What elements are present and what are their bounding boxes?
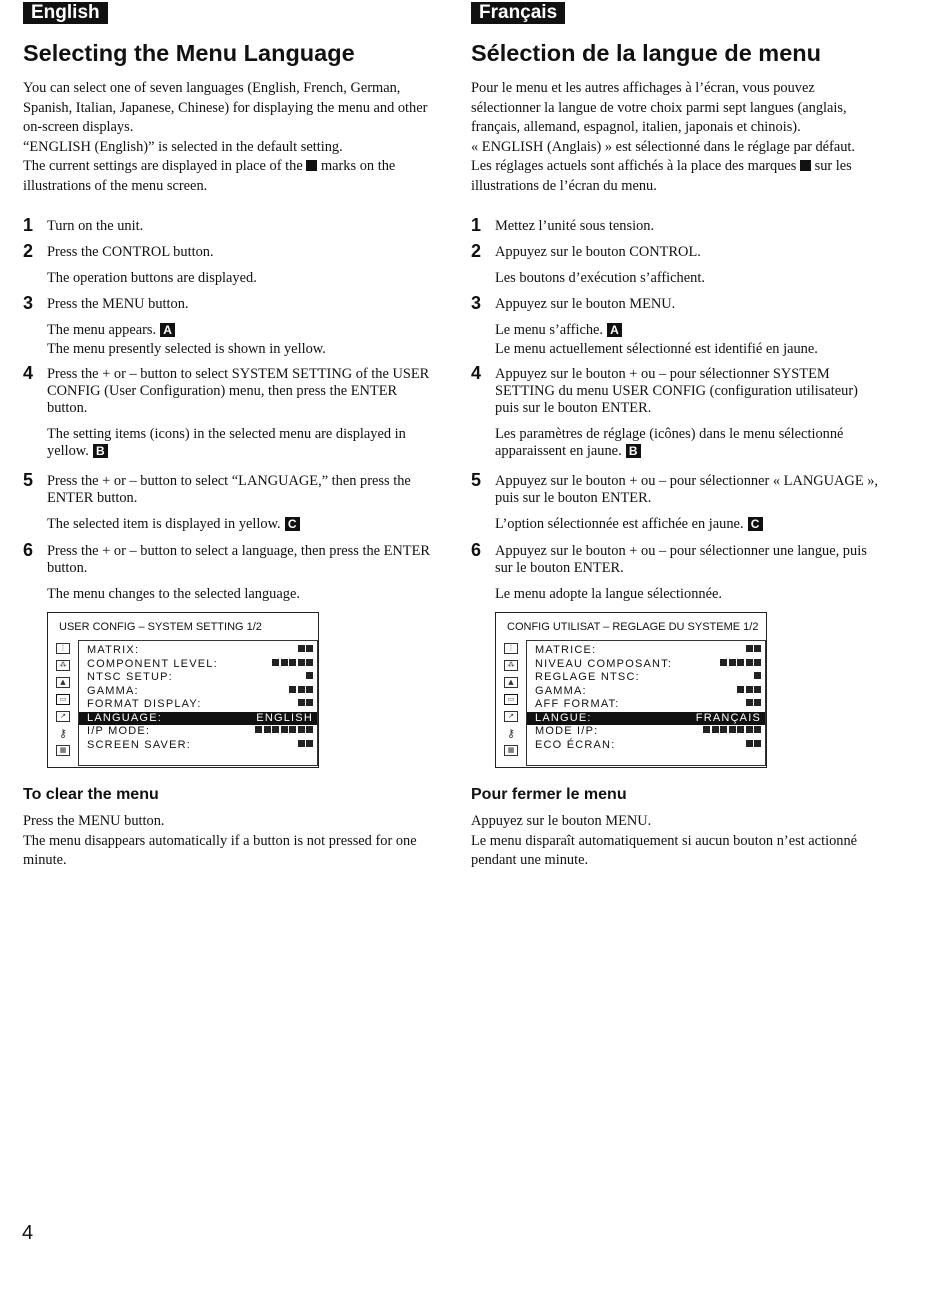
intro-paragraph: « ENGLISH (Anglais) » est sélectionné dans le réglage par défaut. xyxy=(471,138,856,155)
setting-block-icon xyxy=(281,726,288,733)
step-3 xyxy=(471,293,881,358)
menu-row-value xyxy=(744,644,761,658)
language-tag: English xyxy=(23,2,108,24)
step-result: Les boutons d’exécution s’affichent. xyxy=(495,270,705,286)
setting-block-icon xyxy=(306,645,313,652)
menu-screen-illustration xyxy=(495,612,767,768)
menu-row xyxy=(527,671,765,685)
key-icon: ⚷ xyxy=(58,727,68,740)
menu-row-value xyxy=(296,644,313,658)
menu-row-label: REGLAGE NTSC: xyxy=(535,671,640,683)
figure-label-b: B xyxy=(626,444,641,458)
setting-block-icon xyxy=(298,699,305,706)
setting-block-icon xyxy=(281,659,288,666)
step-instruction: Press the + or – button to select SYSTEM SETTING of the USER CONFIG (User Configuration) menu, then press the ENTER button. xyxy=(47,366,430,416)
intro-paragraph: Les réglages actuels sont affichés à la place des marques sur les illustrations de l’écran du menu. xyxy=(471,158,852,194)
menu-row-value: FRANÇAIS xyxy=(695,711,761,724)
setting-block-icon xyxy=(754,672,761,679)
step-instruction: Appuyez sur le bouton + ou – pour sélectionner « LANGUAGE », puis sur le bouton ENTER. xyxy=(495,473,878,506)
menu-row xyxy=(527,739,765,753)
menu-row-value xyxy=(288,685,314,699)
step-instruction: Appuyez sur le bouton + ou – pour sélectionner une langue, puis sur le bouton ENTER. xyxy=(495,543,867,576)
key-icon: ⚷ xyxy=(506,727,516,740)
toolbox-icon: ▭ xyxy=(56,694,70,705)
setting-block-icon xyxy=(746,645,753,652)
setting-block-icon xyxy=(298,740,305,747)
intro-text xyxy=(471,79,881,196)
setting-block-icon xyxy=(255,726,262,733)
section-heading: Selecting the Menu Language xyxy=(23,40,355,66)
menu-row xyxy=(527,712,765,726)
grid-icon: ▦ xyxy=(504,745,518,756)
menu-row-value xyxy=(753,671,762,685)
menu-row-value xyxy=(254,725,314,739)
setting-block-icon xyxy=(746,726,753,733)
figure-label-c: C xyxy=(285,517,300,531)
setting-block-icon xyxy=(746,699,753,706)
step-number: 2 xyxy=(471,241,482,261)
setting-block-icon xyxy=(754,726,761,733)
menu-items-panel xyxy=(526,640,766,766)
figure-label-b: B xyxy=(93,444,108,458)
step-result: The setting items (icons) in the selected menu are displayed in yellow. B xyxy=(47,426,406,459)
step-number: 3 xyxy=(471,293,482,313)
page-number: 4 xyxy=(22,1222,34,1244)
intro-paragraph: Pour le menu et les autres affichages à l’écran, vous pouvez sélectionner la langue de votre choix parmi sept langues (anglais, français, allemand, espagnol, italien, japonais et chinois). xyxy=(471,80,847,135)
setting-block-icon xyxy=(720,659,727,666)
menu-row-label: MATRIX: xyxy=(87,644,140,656)
step-result: L’option sélectionnée est affichée en jaune. C xyxy=(495,516,881,533)
square-mark-icon xyxy=(800,160,811,171)
setting-block-icon xyxy=(264,726,271,733)
menu-row xyxy=(79,671,317,685)
picture-adjust-icon: ⋮ xyxy=(504,643,518,654)
menu-row-value xyxy=(719,658,762,672)
setting-block-icon xyxy=(754,686,761,693)
menu-screen-title: USER CONFIG – SYSTEM SETTING 1/2 xyxy=(59,621,262,633)
user-icon: ▲ xyxy=(504,677,518,688)
setting-block-icon xyxy=(754,659,761,666)
step-number: 6 xyxy=(471,540,482,560)
menu-row-label: SCREEN SAVER: xyxy=(87,738,192,751)
setting-block-icon xyxy=(298,645,305,652)
step-number: 3 xyxy=(23,293,34,313)
menu-row-label: NTSC SETUP: xyxy=(87,671,173,683)
menu-row-value xyxy=(744,739,761,753)
step-number: 4 xyxy=(23,363,34,383)
menu-row-value xyxy=(296,739,313,753)
menu-row-value xyxy=(305,671,314,685)
figure-label-a: A xyxy=(160,323,175,337)
step-number: 5 xyxy=(471,470,482,490)
menu-row xyxy=(527,658,765,672)
step-instruction: Press the CONTROL button. xyxy=(47,244,214,260)
step-result: The menu appears. A xyxy=(47,322,433,339)
grid-icon: ▦ xyxy=(56,745,70,756)
setting-block-icon xyxy=(720,726,727,733)
menu-items-panel xyxy=(78,640,318,766)
setting-block-icon xyxy=(272,726,279,733)
step-result: The operation buttons are displayed. xyxy=(47,270,257,286)
menu-row xyxy=(527,685,765,699)
menu-row-value xyxy=(296,698,313,712)
setting-block-icon xyxy=(712,726,719,733)
picture-adjust-icon: ⋮ xyxy=(56,643,70,654)
user-icon: ▲ xyxy=(56,677,70,688)
step-result: Le menu s’affiche. A xyxy=(495,322,881,339)
setting-block-icon xyxy=(729,726,736,733)
chart-arrow-icon: ↗ xyxy=(504,711,518,722)
setting-block-icon xyxy=(272,659,279,666)
color-temp-icon: ⁂ xyxy=(56,660,70,671)
figure-label-a: A xyxy=(607,323,622,337)
setting-block-icon xyxy=(306,740,313,747)
figure-label-c: C xyxy=(748,517,763,531)
step-number: 1 xyxy=(23,215,34,235)
menu-row-label: I/P MODE: xyxy=(87,725,151,737)
menu-row-value: ENGLISH xyxy=(256,711,313,724)
menu-row-label: NIVEAU COMPOSANT: xyxy=(535,657,673,670)
menu-row-value xyxy=(271,658,314,672)
setting-block-icon xyxy=(737,726,744,733)
step-2 xyxy=(471,241,881,287)
step-5 xyxy=(471,470,881,533)
clear-menu-text: Press the MENU button. The menu disappears automatically if a button is not pressed for one minute. xyxy=(23,813,417,868)
menu-row xyxy=(79,658,317,672)
menu-row xyxy=(79,725,317,739)
intro-text xyxy=(23,79,433,196)
menu-row-label: MATRICE: xyxy=(535,644,597,656)
menu-row-label: GAMMA: xyxy=(535,684,587,697)
step-2 xyxy=(23,241,433,287)
menu-row-value xyxy=(736,685,762,699)
step-6 xyxy=(471,540,881,603)
intro-paragraph: You can select one of seven languages (English, French, German, Spanish, Italian, Japanese, Chinese) for displaying the menu and other on-screen displays. xyxy=(23,80,428,135)
step-instruction: Press the + or – button to select “LANGUAGE,” then press the ENTER button. xyxy=(47,473,411,506)
setting-block-icon xyxy=(754,740,761,747)
setting-block-icon xyxy=(746,740,753,747)
setting-block-icon xyxy=(754,645,761,652)
step-number: 2 xyxy=(23,241,34,261)
setting-block-icon xyxy=(289,726,296,733)
language-tag: Français xyxy=(471,2,565,24)
setting-block-icon xyxy=(289,659,296,666)
step-number: 1 xyxy=(471,215,482,235)
step-4 xyxy=(471,363,881,460)
setting-block-icon xyxy=(306,699,313,706)
setting-block-icon xyxy=(737,659,744,666)
step-instruction: Appuyez sur le bouton CONTROL. xyxy=(495,244,701,260)
clear-menu-heading: To clear the menu xyxy=(23,786,159,803)
menu-row-label: ECO ÉCRAN: xyxy=(535,738,616,751)
menu-row xyxy=(527,698,765,712)
step-instruction: Press the + or – button to select a language, then press the ENTER button. xyxy=(47,543,430,576)
square-mark-icon xyxy=(306,160,317,171)
step-instruction: Mettez l’unité sous tension. xyxy=(495,218,655,234)
step-result: The menu changes to the selected language. xyxy=(47,586,300,602)
setting-block-icon xyxy=(298,686,305,693)
setting-block-icon xyxy=(298,726,305,733)
step-number: 6 xyxy=(23,540,34,560)
setting-block-icon xyxy=(306,659,313,666)
menu-screen-illustration xyxy=(47,612,319,768)
intro-paragraph: “ENGLISH (English)” is selected in the default setting. xyxy=(23,138,343,155)
menu-row xyxy=(79,739,317,753)
step-3 xyxy=(23,293,433,358)
menu-row-label: LANGUE: xyxy=(535,711,592,724)
toolbox-icon: ▭ xyxy=(504,694,518,705)
step-4 xyxy=(23,363,433,460)
menu-row-label: MODE I/P: xyxy=(535,725,599,737)
setting-block-icon xyxy=(746,686,753,693)
menu-icon-column xyxy=(504,643,520,762)
menu-row xyxy=(79,685,317,699)
intro-paragraph: The current settings are displayed in place of the marks on the illustrations of the menu screen. xyxy=(23,158,396,194)
clear-menu-heading: Pour fermer le menu xyxy=(471,786,627,803)
step-6 xyxy=(23,540,433,603)
setting-block-icon xyxy=(289,686,296,693)
menu-row-label: COMPONENT LEVEL: xyxy=(87,657,218,670)
clear-menu-text: Appuyez sur le bouton MENU. Le menu disparaît automatiquement si aucun bouton n’est actionné pendant une minute. xyxy=(471,813,858,868)
setting-block-icon xyxy=(306,726,313,733)
setting-block-icon xyxy=(306,686,313,693)
menu-row-value xyxy=(744,698,761,712)
menu-row-label: GAMMA: xyxy=(87,684,139,697)
step-1 xyxy=(23,215,433,235)
setting-block-icon xyxy=(737,686,744,693)
menu-row-label: LANGUAGE: xyxy=(87,711,162,724)
setting-block-icon xyxy=(298,659,305,666)
menu-row-label: AFF FORMAT: xyxy=(535,698,620,710)
setting-block-icon xyxy=(754,699,761,706)
setting-block-icon xyxy=(306,672,313,679)
step-instruction: Press the MENU button. xyxy=(47,296,189,312)
step-result: The menu presently selected is shown in yellow. xyxy=(47,341,326,357)
menu-row-label: FORMAT DISPLAY: xyxy=(87,698,202,710)
menu-screen-title: CONFIG UTILISAT – REGLAGE DU SYSTEME 1/2 xyxy=(507,621,759,633)
step-1 xyxy=(471,215,881,235)
setting-block-icon xyxy=(703,726,710,733)
menu-icon-column xyxy=(56,643,72,762)
section-heading: Sélection de la langue de menu xyxy=(471,40,821,66)
chart-arrow-icon: ↗ xyxy=(56,711,70,722)
menu-row xyxy=(79,644,317,658)
step-result: Le menu actuellement sélectionné est identifié en jaune. xyxy=(495,341,818,357)
menu-row xyxy=(79,698,317,712)
step-instruction: Appuyez sur le bouton MENU. xyxy=(495,296,676,312)
menu-row xyxy=(79,712,317,726)
menu-row xyxy=(527,725,765,739)
step-result: Les paramètres de réglage (icônes) dans le menu sélectionné apparaissent en jaune. B xyxy=(495,426,844,459)
step-5 xyxy=(23,470,433,533)
menu-row-value xyxy=(702,725,762,739)
color-temp-icon: ⁂ xyxy=(504,660,518,671)
step-number: 4 xyxy=(471,363,482,383)
setting-block-icon xyxy=(746,659,753,666)
step-number: 5 xyxy=(23,470,34,490)
menu-row xyxy=(527,644,765,658)
step-result: Le menu adopte la langue sélectionnée. xyxy=(495,586,722,602)
step-instruction: Appuyez sur le bouton + ou – pour sélectionner SYSTEM SETTING du menu USER CONFIG (configuration utilisateur) puis sur le bouton ENTER. xyxy=(495,366,858,416)
step-instruction: Turn on the unit. xyxy=(47,218,144,234)
step-result: The selected item is displayed in yellow. C xyxy=(47,516,433,533)
setting-block-icon xyxy=(729,659,736,666)
